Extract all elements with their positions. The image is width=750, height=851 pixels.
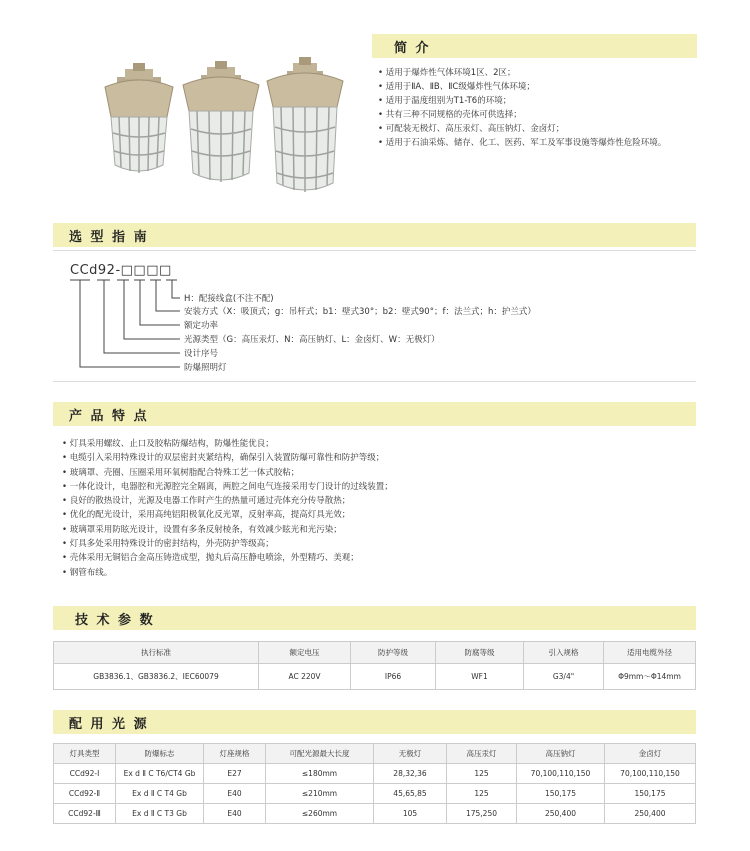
table-cell: 125 [447,764,517,784]
guide-label-light-source: 光源类型（G：高压汞灯、N：高压钠灯、L：金卤灯、W：无极灯） [184,335,440,345]
table-cell: GB3836.1、GB3836.2、IEC60079 [54,664,259,690]
table-cell: ≤180mm [266,764,374,784]
intro-list [378,66,666,150]
list-item: • 玻璃罩采用防眩光设计，设置有多条反射棱条，有效减少眩光和光污染； [62,523,393,537]
table-cell: CCd92-Ⅱ [54,784,116,804]
lamp-medium [183,61,259,182]
table-cell: WF1 [436,664,524,690]
table-cell: 125 [447,784,517,804]
tech-table [53,641,696,690]
list-item: • 灯具采用螺纹、止口及胶粘防爆结构，防爆性能优良； [62,437,393,451]
table-header-cell: 防护等级 [351,642,436,664]
guide-label-mounting: 安装方式（X：吸顶式；g：吊杆式；b1：壁式30°；b2：壁式90°；f：法兰式；h：护兰式） [184,307,536,317]
tech-header-band [53,606,696,630]
table-row [54,764,696,784]
table-cell: 70,100,110,150 [517,764,605,784]
table-cell: AC 220V [259,664,351,690]
list-item: • 适用于石油采炼、储存、化工、医药、军工及军事设施等爆炸性危险环境。 [378,136,666,150]
table-cell: 150,175 [517,784,605,804]
list-item: • 共有三种不同规格的壳体可供选择； [378,108,666,122]
table-cell: 105 [374,804,447,824]
table-cell: CCd92-Ⅰ [54,764,116,784]
list-item: • 适用于爆炸性气体环境1区、2区； [378,66,666,80]
guide-label-product: 防爆照明灯 [184,363,227,373]
product-lamps-image [95,55,345,205]
table-cell: 28,32,36 [374,764,447,784]
table-header-cell: 高压汞灯 [447,744,517,764]
model-code: CCd92-□□□□ [70,263,172,278]
table-cell: Ex d Ⅱ C T4 Gb [116,784,204,804]
table-row [54,804,696,824]
table-cell: CCd92-Ⅲ [54,804,116,824]
table-header-cell: 灯座规格 [204,744,266,764]
list-item: • 电缆引入采用特殊设计的双层密封夹紧结构，确保引入装置防爆可靠性和防护等级； [62,451,393,465]
table-row [54,664,696,690]
guide-label-design-number: 设计序号 [184,349,219,359]
table-header-row [54,744,696,764]
features-title: 产 品 特 点 [69,409,149,424]
table-header-cell: 防爆标志 [116,744,204,764]
light-title: 配 用 光 源 [69,717,149,732]
list-item: • 可配装无极灯、高压汞灯、高压钠灯、金卤灯； [378,122,666,136]
table-header-cell: 额定电压 [259,642,351,664]
table-cell: ≤260mm [266,804,374,824]
table-header-cell: 金卤灯 [605,744,696,764]
lamp-large [267,57,343,192]
table-row [54,784,696,804]
table-header-cell: 防腐等级 [436,642,524,664]
table-header-cell: 执行标准 [54,642,259,664]
table-cell: 175,250 [447,804,517,824]
table-cell: G3/4" [524,664,604,690]
table-cell: Ex d Ⅱ C T3 Gb [116,804,204,824]
table-header-row [54,642,696,664]
lamp-small [105,63,173,173]
list-item: • 钢管布线。 [62,566,393,580]
features-list [62,437,393,580]
guide-header-band [53,223,696,247]
light-header-band [53,710,696,734]
table-header-cell: 引入规格 [524,642,604,664]
table-cell: ≤210mm [266,784,374,804]
list-item: • 适用于温度组别为T1-T6的环境； [378,94,666,108]
table-header-cell: 适用电缆外径 [604,642,696,664]
table-cell: 250,400 [605,804,696,824]
guide-label-junction-box: H：配接线盒(不注不配) [184,294,274,304]
table-header-cell: 可配光源最大长度 [266,744,374,764]
list-item: • 优化的配光设计，采用高纯铝阳极氧化反光罩，反射率高，提高灯具光效； [62,508,393,522]
guide-title: 选 型 指 南 [69,230,149,245]
table-cell: E40 [204,784,266,804]
guide-label-power: 额定功率 [184,321,219,331]
list-item: • 玻璃罩、壳圈、压圈采用环氧树脂配合特殊工艺一体式胶粘； [62,466,393,480]
table-cell: 250,400 [517,804,605,824]
table-cell: 150,175 [605,784,696,804]
table-cell: E27 [204,764,266,784]
list-item: • 一体化设计，电器腔和光源腔完全隔离，两腔之间电气连接采用专门设计的过线装置； [62,480,393,494]
list-item: • 灯具多处采用特殊设计的密封结构，外壳防护等级高； [62,537,393,551]
table-cell: E40 [204,804,266,824]
light-table [53,743,696,824]
features-header-band [53,402,696,426]
list-item: • 壳体采用无铜铝合金高压铸造成型，抛丸后高压静电喷涂，外型精巧、美观； [62,551,393,565]
intro-header-band [372,34,697,58]
intro-title: 简 介 [394,41,431,56]
tech-title: 技 术 参 数 [75,613,155,628]
table-header-cell: 高压钠灯 [517,744,605,764]
table-header-cell: 无极灯 [374,744,447,764]
list-item: • 良好的散热设计，光源及电器工作时产生的热量可通过壳体充分传导散热； [62,494,393,508]
table-header-cell: 灯具类型 [54,744,116,764]
table-cell: Ex d Ⅱ C T6/CT4 Gb [116,764,204,784]
table-cell: 45,65,85 [374,784,447,804]
list-item: • 适用于ⅡA、ⅡB、ⅡC级爆炸性气体环境； [378,80,666,94]
table-cell: IP66 [351,664,436,690]
table-cell: Φ9mm～Φ14mm [604,664,696,690]
table-cell: 70,100,110,150 [605,764,696,784]
